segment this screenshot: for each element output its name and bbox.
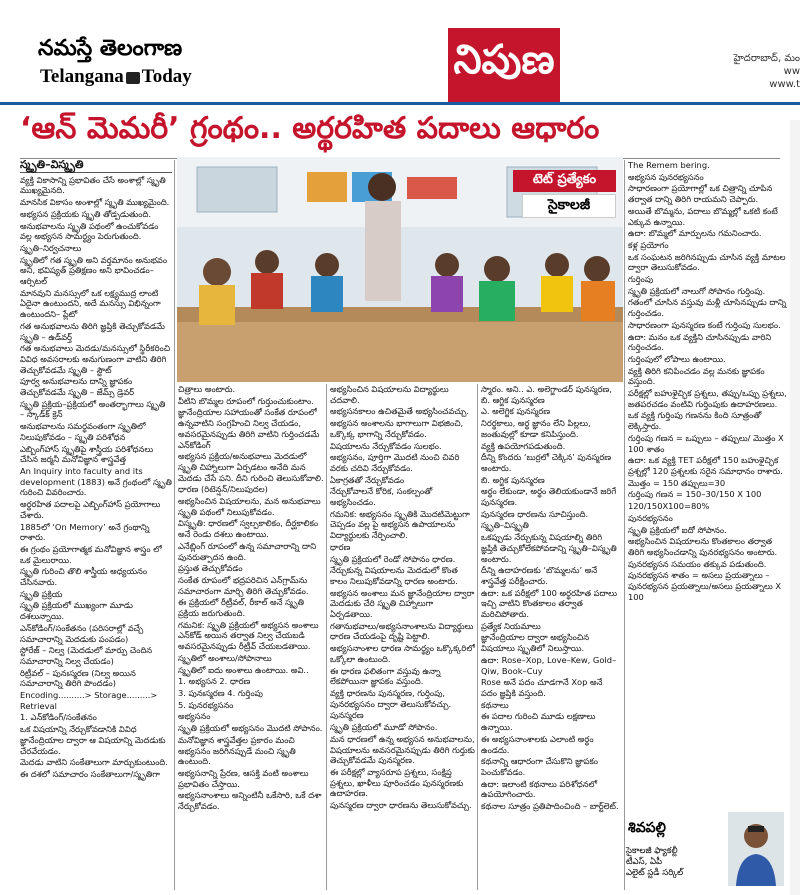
col1-line: అనుభవాలను సమర్థవంతంగా స్మృతిలో నిలుపుకోవడం – స్మృతి పరిశోధన <box>20 421 146 442</box>
col3-line: ఈ పరీక్షల్లో వ్యాసరూప ప్రశ్నలు, సంక్షిప్త ప్రశ్నలు, ఖాళీలు పూరించడం పునస్మరణకు ఉదాహరణ. <box>330 766 464 799</box>
col4-line: జ్ఞానేంద్రియాల ద్వారా అభ్యసించిన విషయాలు స్మృతిలో నిలుస్తాయి. <box>481 632 590 654</box>
column-5-body <box>628 160 788 602</box>
col3-line: మన ధారణలో ఉన్న అభ్యసన అనుభవాలను, విషయాలను అవసరమైనప్పుడు తిరిగి గుర్తుకు తెచ్చుకోవడమే పునస్మరణ. <box>330 733 475 766</box>
col3-line: అభ్యసనకాలం ఉచితమైతే అభ్యసించవచ్చు. <box>330 406 470 417</box>
col4-line: ఉదా: ఇలాంటి కథనాలు పరిశోధనలో ఉపయోగించారు. <box>481 778 598 800</box>
col3-line: అభ్యసనాంశాల ధారణ సామర్థ్యం ఒక్కొక్కరిలో ఒక్కోలా ఉంటుంది. <box>330 643 475 664</box>
col5-line: సాధారణంగా ప్రయోగాల్లో ఒక చిత్రాన్ని చూపిన తర్వాత దాన్ని తిరిగి రాయమని చెప్పారు. <box>628 183 773 205</box>
col1-line: స్మృతిలో గత స్మృతి అని వర్తమానం అనుభవం అని, భవిష్యత్ ప్రతిక్షణం అని భావించడం– ఆర్సిటల్ <box>20 254 168 287</box>
col3-line: గతానుభవాలు/అభ్యసనాంశాలను విద్యార్థులు ధారణ చేయడంపై దృష్టి పెట్టాలి. <box>330 620 474 642</box>
col5-line: ఉదా: ఒక వ్యక్తి TET పరీక్షలో 150 బహుళైచ్ఛిక ప్రశ్నల్లో 120 ప్రశ్నలకు సరైన సమాధానం రాశారు. <box>628 455 783 476</box>
col5-line: ఉదా: బొమ్మలో మార్పులను గమనించారు. <box>628 228 762 239</box>
col1-line: పూర్వ అనుభవాలను దాన్ని జ్ఞాపకం తెచ్చుకోవడమే స్మృతి – జేమ్స్ డ్రెవర్ <box>20 376 135 398</box>
col5-line: పునరభ్యసన శాతం = అసలు ప్రయత్నాలు – పునరభ్యసన ప్రయత్నాలు/అసలు ప్రయత్నాలు X 100 <box>628 570 782 602</box>
col4-line: Rose అనే పదం చూడగానే Xop అనే పదం జ్ఞప్తికి వస్తుంది. <box>481 677 603 698</box>
col5-line: కళ్ల ప్రయోగం <box>628 239 669 250</box>
col3-line: అభ్యసనం, పూర్తిగా మొదటి నుంచి చివరి వరకు చదివి నేర్చుకోవడం. <box>330 452 460 473</box>
brand-telugu: నమస్తే తెలంగాణ <box>38 36 183 61</box>
dateline <box>733 52 800 91</box>
col1-line: స్మృతి–నిర్వచనాలు <box>20 242 82 253</box>
page-headline: ‘ఆన్ మెమరీ’ గ్రంథం.. అర్థరహిత పదాలు ఆధారం <box>20 111 600 146</box>
column-5 <box>628 160 788 802</box>
col5-line: సాధారణంగా పునస్మరణ కంటే గుర్తింపు సులభం. <box>628 319 781 330</box>
author-photo <box>728 812 784 886</box>
col4-line: స్మారం. అని.. ఎ. అలెగ్జాండర్ పునస్మరణ, బి. ఆగ్జిక పునస్మరణ <box>481 384 612 405</box>
column-3 <box>330 384 475 892</box>
col4-line: కథనాన్ని ఆధారంగా చేసుకొని జ్ఞాపకం పెంచుకోవడం. <box>481 756 599 777</box>
col1-line: స్టోరేజ్ – నిల్వ (మెదడులో మార్పు చెందిన సమాచారాన్ని నిల్వ చేయడం) <box>20 645 153 666</box>
col1-line: అనుభవాలను స్మృతి పథంలో ఉంచుకోవడం వల్ల అభ్యసన సామర్థ్యం పెరుగుతుంది. <box>20 220 159 242</box>
column-divider <box>477 384 478 890</box>
adjacent-page-edge <box>790 120 800 895</box>
col3-line: పునస్మరణ ద్వారా ధారణను తెలుసుకోవచ్చు. <box>330 800 472 811</box>
col2-line: వీటిని బొమ్మల రూపంలో గుర్తుంచుకుంటాం. <box>178 395 314 406</box>
col1-line: Encoding..........> Storage.........> Retrieval <box>20 690 158 711</box>
col3-line: గమనిక: అభ్యసనం స్మృతికి మొదటిమెట్టుగా చెప్పడం వల్ల పై అభ్యసన ఉపాయాలను విద్యార్థులకు నేర్పించాలి. <box>330 508 470 541</box>
col4-line: ప్రత్యేక నియమాలు <box>481 620 541 631</box>
col4-line: ఈ పదాల గురించి మూడు లక్షణాలు ఉన్నాయి. <box>481 711 596 733</box>
col5-line: ఒక సంఘటన జరిగినప్పుడు చూసిన వ్యక్తి మాటల ద్వారా తెలుసుకోవడం. <box>628 251 786 273</box>
column-4 <box>481 384 621 892</box>
col5-line: పునరభ్యసన సమయం తక్కువ పడుతుంది. <box>628 558 767 569</box>
col4-line: అర్థం లేకుండా, అర్థం తెలియకుండానే జరిగే పునస్మరణ. <box>481 486 617 508</box>
col3-line: స్మృతి ప్రక్రియలో మూడో సోపానం. <box>330 722 438 733</box>
col3-line: అభ్యసన అంశాలను భాగాలుగా విభజించి, ఒక్కొక్క భాగాన్ని నేర్చుకోవడం. <box>330 418 464 439</box>
author-role-line3: ఎలైట్ స్టడీ సర్కిల్ <box>626 868 684 878</box>
col2-line: ప్రస్తుత తెచ్చుకోవడం <box>178 563 243 574</box>
col2-line: సంకేత రూపంలో భద్రపరిచిన ఎన్‌గ్రామ్‌ను సమాచారంగా మార్చి తిరిగి తెచ్చుకోవడం. <box>178 574 309 596</box>
col5-line: 120/150X100=80% <box>628 501 710 512</box>
col1-line: స్మృతి ప్రక్రియలో ముఖ్యంగా మూడు దశలున్నాయి. <box>20 600 133 622</box>
col1-line: మానవుని మనస్సులో ఒక లక్ష్యముద్ర లాంటి ఏదైనా ఉంటుందని, అదే మనస్సు విభిన్నంగా ఉంటుందని– ప్లేటో <box>20 287 161 320</box>
col2-line: చిత్రాలు అంటారు. <box>178 384 236 394</box>
tet-special-tag: టెట్ ప్రత్యేకం <box>513 170 616 192</box>
col2-line: స్మృతిలో ఐదు అంశాలు ఉంటాయి. అవి.. <box>178 664 309 675</box>
brand-english-part2: Today <box>141 66 192 87</box>
col2-line: అభ్యసన ప్రక్రియ/అనుభవాలు మెదడులో స్మృతి చిహ్నాలుగా ఏర్పడటం అనేది మన మెదడు చేసే పని. దీని గురించి తెలుసుకోవాలి. <box>178 451 324 483</box>
col3-line: విషయాలను నేర్చుకోవడం సులభం. <box>330 440 442 451</box>
col4-line: కథనాలు <box>481 699 509 710</box>
col4-line: కథనాల సూత్రం ప్రతిపాదించింది – బార్ట్‌లెట్. <box>481 801 619 812</box>
brand-english <box>40 66 192 88</box>
column-divider <box>624 160 625 890</box>
column-4-body <box>481 384 621 812</box>
col3-line: ఈ ధారణ ఫలితంగా వస్తువు ఉన్నా లేకపోయినా జ్ఞాపకం వస్తుంది. <box>330 665 441 687</box>
author-role-line1: సైకాలజీ ఫ్యాకల్టీ <box>626 846 678 856</box>
col3-line: నేర్చుకోవాలనే కోరిక, సంకల్పంతో అభ్యసించడం. <box>330 486 433 508</box>
brand-english-part1: Telangana <box>40 66 124 87</box>
col1-line: 1. ఎన్‌కోడింగ్/సంకేతనం <box>20 712 97 723</box>
dateline-line2: ww <box>783 66 800 77</box>
col1-line: అభ్యసన ప్రక్రియకు స్మృతి తోడ్పడుతుంది. <box>20 208 151 219</box>
col5-line: వ్యక్తి తిరిగి కనిపించడం వల్ల మనకు జ్ఞాపకం వస్తుంది. <box>628 365 765 387</box>
col1-line: 1885లో ‘On Memory’ అనే గ్రంథాన్ని రాశారు. <box>20 521 150 543</box>
col5-line: గుర్తింపు <box>628 274 654 285</box>
col3-line: స్మృతి ప్రక్రియలో రెండో సోపానం ధారణ. <box>330 553 456 564</box>
col2-line: 5. పునరభ్యసనం <box>178 699 234 710</box>
col2-line: అభ్యసనం <box>178 711 211 722</box>
col1-line: ఈ గ్రంథం ప్రయోగాత్మక మనోవిజ్ఞాన శాస్త్రం లో ఒక మైలురాయి. <box>20 543 162 565</box>
col5-line: గుర్తింపు గణన = ఒప్పులు – తప్పులు/ మొత్తం X 100 శాతం <box>628 432 784 454</box>
col1-line: వ్యక్తి వికాసాన్ని ప్రభావితం చేసే అంశాల్లో స్మృతి ముఖ్యమైనది. <box>20 174 166 196</box>
col1-line: స్మృతి గురించి తొలి శాస్త్రీయ అధ్యయనం చేసినవారు. <box>20 566 148 588</box>
col2-line: అభ్యసించిన విషయాలను, మన అనుభవాలు స్మృతి పథంలో నిలుపుకోవడం. <box>178 496 321 517</box>
column-1-body <box>20 175 172 780</box>
col1-line: ఒక విషయాన్ని నేర్చుకోవడానికి వివిధ జ్ఞానేంద్రియాల ద్వారా ఆ విషయాన్ని మెదడుకు చేరవేయడం. <box>20 724 166 756</box>
column-2-body <box>178 384 324 812</box>
col1-line: స్మృతి ప్రక్రియ–ప్రక్రియలో అంతర్భాగాలు స్మృతి – స్కాడ్‌క్ క్రెన్ <box>20 398 166 420</box>
col2-line: విస్మృతి: ధారణలో స్వల్పకాలికం, దీర్ఘకాలికం అనే రెండు దశలు ఉంటాయి. <box>178 518 319 540</box>
col2-line: అభ్యసనాన్ని ప్రేరణ, ఆసక్తి వంటి అంశాలు ప్రభావితం చేస్తాయి. <box>178 767 309 789</box>
col4-line: పునస్మరణ ధారణను సూచిస్తుంది. <box>481 508 589 519</box>
col5-line: పునరభ్యసనం <box>628 512 673 523</box>
col3-line: వ్యక్తి ధారణను పునస్మరణ, గుర్తింపు, పునరభ్యసనం ద్వారా తెలుసుకోవచ్చు. <box>330 687 452 709</box>
col2-line: ధారణ (రిటెన్షన్/నిలుపుదల) <box>178 484 268 495</box>
col5-line: ఒక వ్యక్తి గుర్తింపు గణనను కింది సూత్రంతో లెక్కిస్తారు. <box>628 410 762 432</box>
col5-line: స్మృతి ప్రక్రియలో ఐదో సోపానం. <box>628 524 727 535</box>
col2-line: 3. పునఃస్మరణ 4. గుర్తింపు <box>178 687 263 698</box>
section-logo: నిపుణ <box>448 28 560 102</box>
col4-line: స్మృతి–విస్మృతి <box>481 520 529 531</box>
col2-line: ఎనేబ్లింగ్ రూపంలో ఉన్న సమాచారాన్ని దాని పునరుత్పాదన ఉంది. <box>178 540 317 562</box>
masthead-rule <box>0 102 800 105</box>
col1-line: ఎన్‌కోడింగ్/సంకేతనం (పరిసరాల్లో వచ్చే సమాచారాన్ని మెదడుకు పంపడం) <box>20 622 144 644</box>
col3-line: ఏకాగ్రతతో నేర్చుకోవడం <box>330 474 405 485</box>
column-divider <box>326 384 327 890</box>
col5-line: ఉదా: మనం ఒక వ్యక్తిని చూసినప్పుడు వారిని గుర్తించడం. <box>628 331 772 353</box>
col4-line: ఉదా: Rose–Xop, Love–Kew, Gold–Qiw, Book–Cuy <box>481 654 617 676</box>
col2-line: ఈ ప్రక్రియలో రీట్రీవల్, రీకాల్ అనే స్మృతి ప్రక్రియ జరుగుతుంది. <box>178 597 305 619</box>
column-3-body <box>330 384 475 811</box>
col1-line: అర్థరహిత పదాలపై ఎబ్బింగ్‌హాస్ ప్రయోగాలు చేశారు. <box>20 499 161 520</box>
col5-line: అభ్యసించిన విషయాలను కొంతకాలం తర్వాత తిరిగి అభ్యసించడాన్ని పునరభ్యసనం అంటారు. <box>628 536 778 557</box>
col5-line: గుర్తింపు గణన = 150–30/150 X 100 <box>628 489 762 500</box>
col1-line: ఈ దశలో సమాచారం సంకేతాలుగా/స్మృతిగా <box>20 768 160 779</box>
col2-line: స్మృతిలో అంశాలు/సోపానాలు <box>178 652 272 663</box>
col5-line: పరీక్షల్లో బహుళైచ్ఛిక ప్రశ్నలు, తప్పు/ఒప్పు ప్రశ్నలు, జతపరచడం వంటివి గుర్తింపుకు ఉదాహరణలు. <box>628 388 787 409</box>
col5-line: గతంలో చూసిన వస్తువు మళ్లీ చూసినప్పుడు దాన్ని గుర్తించడం. <box>628 297 787 319</box>
author-role <box>626 846 683 879</box>
col3-line: ధారణ <box>330 541 351 552</box>
col3-line: అభ్యసించిన విషయాలను విద్యార్థులు చదవాలి. <box>330 384 449 405</box>
col1-line: గత అనుభవాలు మెదడు/మనస్సులో స్థిరీకరించి వివిధ అవసరాలకు అనుగుణంగా వాటిని తిరిగి తెచ్చుకోవడమే స్మృతి – స్టౌట్ <box>20 343 171 375</box>
col4-line: దీన్ని కొందరు ‘బుర్రలో చెక్కిన’ పునస్మరణ అంటారు. <box>481 452 612 473</box>
col1-line: మానసిక వికాసం అంశాల్లో స్మృతి ముఖ్యమైంది. <box>20 197 170 208</box>
col2-line: జ్ఞానేంద్రియాల సహాయంతో సంకేత రూపంలో ఉన్నవాటిని సంగ్రహించి నిల్వ చేయడం, అవసరమైనప్పుడు తిరిగి వాటిని గుర్తించడమే ఎన్‌కోడింగ్ <box>178 407 320 450</box>
col1-line: ఎబ్బింగ్‌హాస్ స్మృతిపై శాస్త్రీయ పరిశోధనలు చేసిన జర్మనీ మనోవిజ్ఞాన శాస్త్రవేత్త <box>20 443 154 465</box>
col5-line: అభ్యసన పునరభ్యసనం <box>628 171 704 182</box>
col5-line: స్మృతి ప్రక్రియలో నాలుగో సోపానం గుర్తింపు. <box>628 285 766 296</box>
col2-line: అభ్యసనాంశాలు అన్నింటినీ ఒకేసారి, ఒకే దశా నేర్చుకోవడం. <box>178 790 322 812</box>
column-1-heading: స్మృతి–విస్మృతి <box>20 160 172 173</box>
col5-line: మొత్తం = 150 తప్పులు=30 <box>628 477 726 488</box>
col2-line: మనోవిజ్ఞాన శాస్త్రవేత్తల ప్రకారం మంచి అభ్యసనం జరిగినప్పుడే మంచి స్మృతి ఉంటుంది. <box>178 734 296 767</box>
col1-line: స్మృతి ప్రక్రియ <box>20 588 63 599</box>
col1-line: రిట్రీవల్ – పునఃస్మరణ (నిల్వ అయిన సమాచారాన్ని తిరిగి పొందడం) <box>20 667 136 689</box>
dateline-line3: www.t <box>769 79 800 90</box>
author-photo-illustration <box>728 812 784 886</box>
col1-line: An Inquiry into faculty and its development (1883) అనే గ్రంథంలో స్మృతి గురించి వివరించారు. <box>20 465 172 498</box>
col2-line: గమనిక: స్మృతి ప్రక్రియలో అభ్యసన అంశాలు ఎన్‌కోడ్ అయిన తర్వాత నిల్వ చేయబడి అవసరమైనప్పుడు రీట్రీవ్ చేయబడతాయి. <box>178 619 319 652</box>
col3-line: నేర్చుకున్న విషయాలను మెదడులో కొంత కాలం నిలుపుకోవడాన్ని ధారణ అంటారు. <box>330 565 458 586</box>
col4-line: ఉదా: ఒక పరీక్షలో 100 అర్థరహిత పదాలు ఇచ్చి వాటిని కొంతకాలం తర్వాత మరిచిపోతారు. <box>481 587 617 620</box>
col5-line: అయితే బొమ్మను, పదాలు బొమ్మల్లో ఒకటి కంటే ఎక్కువ ఉన్నాయి. <box>628 205 778 227</box>
dateline-line1: హైదరాబాద్, మం <box>733 53 800 64</box>
col5-line: గుర్తింపులో లోపాలు ఉంటాయి. <box>628 353 726 364</box>
column-divider <box>174 160 175 890</box>
col4-line: ఎ. అలెగ్జిక పునస్మరణ <box>481 406 551 417</box>
col4-line: నిరర్థకాలు, అర్థ జ్ఞానం లేని పిల్లలు, జంతువుల్లో కూడా కనిపిస్తుంది. <box>481 418 591 439</box>
col2-line: స్మృతి ప్రక్రియలో అభ్యసనం మొదటి సోపానం. <box>178 723 323 734</box>
col4-line: దీన్ని ఉదాహరణకు ‘బొమ్మలను’ అనే శాస్త్రవేత్త పరీక్షించారు. <box>481 565 598 586</box>
col4-line: ఈ అభ్యసనాంశాలకు ఎలాంటి అర్థం ఉండదు. <box>481 733 594 755</box>
col3-line: పునస్మరణ <box>330 710 364 721</box>
column-2 <box>178 384 324 892</box>
author-box <box>622 806 797 891</box>
col1-line: గత అనుభవాలను తిరిగి జ్ఞప్తికి తెచ్చుకోవడమే స్మృతి – ఉడ్‌వర్త్ <box>20 320 165 342</box>
col2-line: 1. అభ్యసన 2. ధారణ <box>178 676 251 687</box>
author-role-line2: టీఎస్, ఏపీ <box>626 857 663 867</box>
col3-line: అభ్యసన అంశాలు మన జ్ఞానేంద్రియాల ద్వారా మెదడుకు చేరి స్మృతి చిహ్నాలుగా ఏర్పడతాయి. <box>330 587 475 620</box>
col4-line: బి. అగ్జిక పునస్మరణ <box>481 474 545 485</box>
col4-line: వ్యక్తి ఉపయోగపడుతుంది. <box>481 440 566 451</box>
author-name: శివపల్లి <box>628 820 666 836</box>
column-1 <box>20 160 172 892</box>
psychology-tag: సైకాలజీ <box>522 194 616 218</box>
brand-emblem-icon <box>126 72 140 84</box>
col1-line: మెదడు వాటిని సంకేతాలుగా మార్చుకుంటుంది. <box>20 757 168 768</box>
col4-line: ఒకప్పుడు నేర్చుకున్న విషయాల్ని తిరిగి జ్ఞప్తికి తెచ్చుకోలేకపోవడాన్ని స్మృతి–విస్మృతి అంటారు. <box>481 532 617 564</box>
col5-line: The Remem bering. <box>628 160 710 170</box>
